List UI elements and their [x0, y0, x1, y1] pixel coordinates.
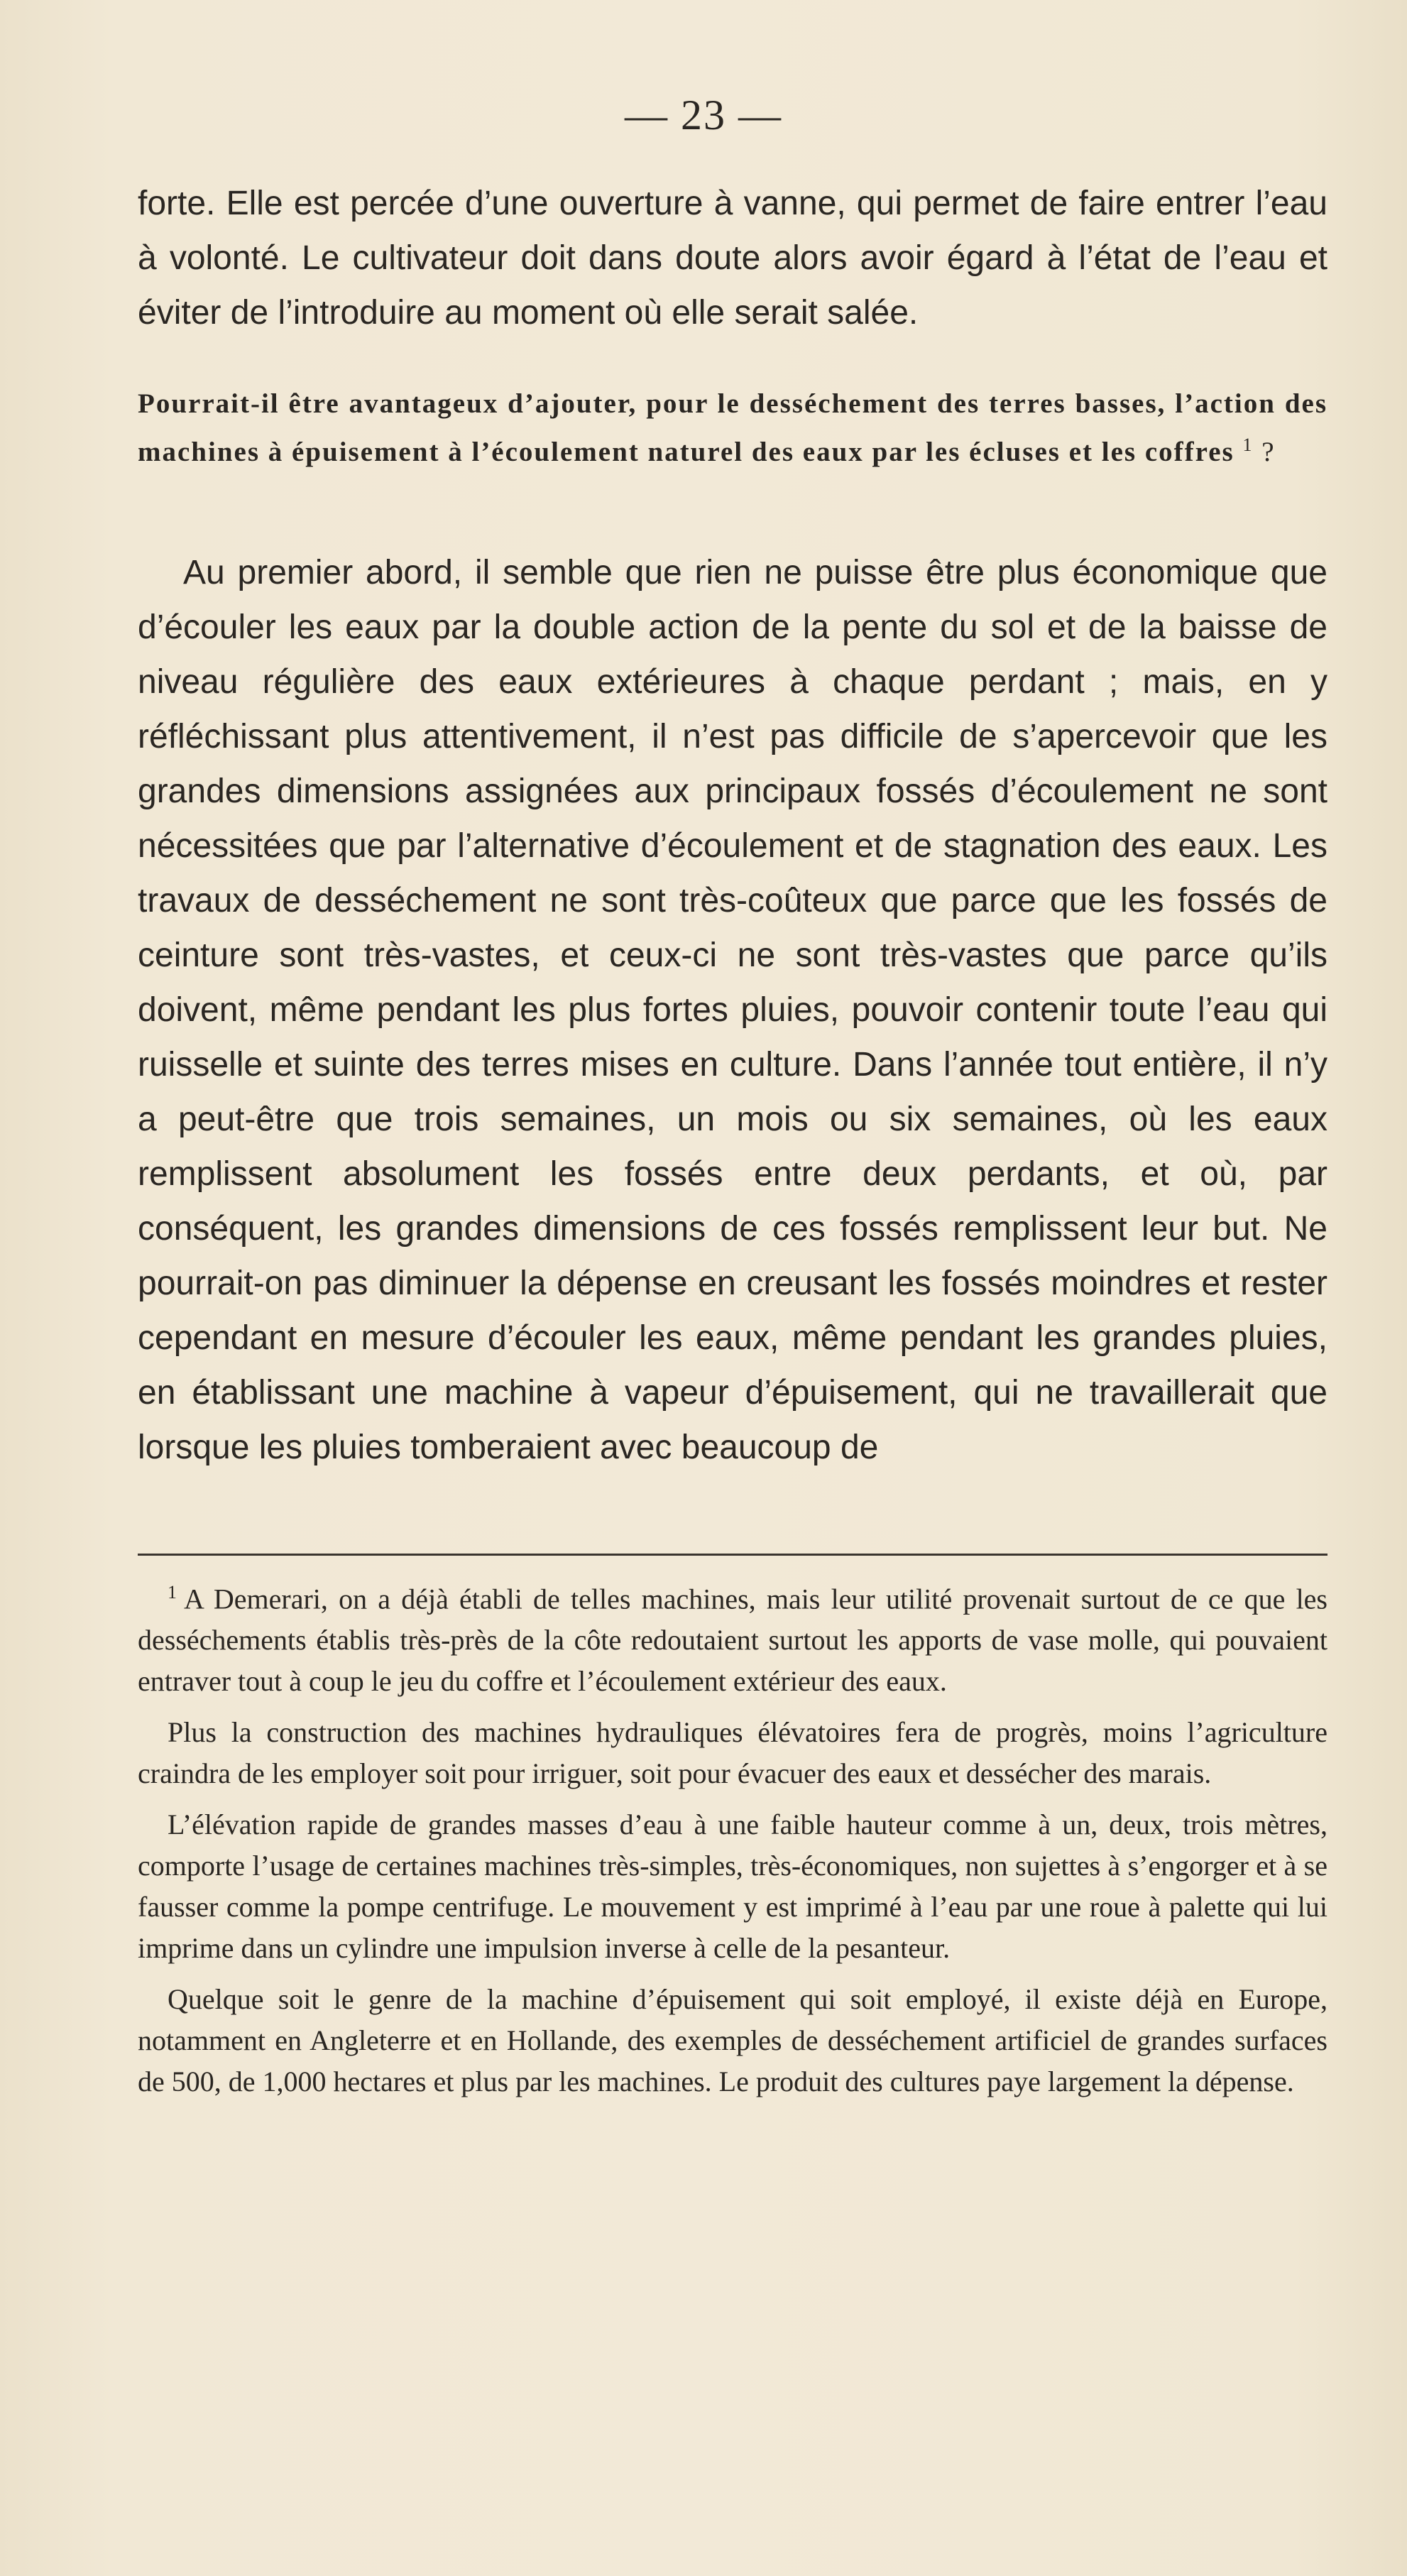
- section-heading: [138, 383, 1327, 473]
- continued-paragraph: forte. Elle est percée d’une ouverture à vanne, qui permet de faire entrer l’eau à volonté. Le cultivateur doit dans doute alors avoir égard à l’état de l’eau et éviter de l’introduire au moment où elle serait salée.: [138, 185, 1327, 332]
- footnote-continuation-2: L’élévation rapide de grandes masses d’eau à une faible hauteur comme à un, deux, trois mètres, comporte l’usage de certaines machines très-simples, très-économiques, non sujettes à s’engorger et à se fausser comme la pompe centrifuge. Le mouvement y est imprimé à l’eau par une roue à palette qui lui imprime dans un cylindre une impulsion inverse à celle de la pesanteur.: [138, 1808, 1327, 1965]
- footnote-1: [138, 1572, 1327, 1702]
- page-number: — 23 —: [625, 92, 782, 138]
- heading-question-mark: ?: [1261, 437, 1276, 467]
- footnote-separator: [138, 1554, 1327, 1556]
- section-heading-text: Pourrait-il être avantageux d’ajouter, pour le desséchement des terres basses, l’action des machines à épuisement à l’écoulement naturel des eaux par les écluses et les coffres: [138, 388, 1327, 467]
- footnotes: [138, 1572, 1327, 2112]
- footnote-1-mark: 1: [168, 1582, 177, 1603]
- footnote-reference: 1: [1242, 435, 1254, 455]
- footnote-1-text: A Demerari, on a déjà établi de telles machines, mais leur utilité provenait surtout de ce que les desséchements établis très-près de la côte redoutaient surtout les apports de vase molle, qui pouvaient entraver tout à coup le jeu du coffre et l’écoulement extérieur des eaux.: [138, 1583, 1327, 1698]
- main-paragraph: Au premier abord, il semble que rien ne puisse être plus économique que d’écouler les eaux par la double action de la pente du sol et de la baisse de niveau régulière des eaux extérieures à chaque perdant ; mais, en y réfléchissant plus attentivement, il n’est pas difficile de s’apercevoir que les grandes dimensions assignées aux principaux fossés d’écoulement ne sont nécessitées que par l’alternative d’écoulement et de stagnation des eaux. Les travaux de desséchement ne sont très-coûteux que parce que les fossés de ceinture sont très-vastes, et ceux-ci ne sont très-vastes que parce qu’ils doivent, même pendant les plus fortes pluies, pouvoir contenir toute l’eau qui ruisselle et suinte des terres mises en culture. Dans l’année tout entière, il n’y a peut-être que trois semaines, un mois ou six semaines, où les eaux remplissent absolument les fossés entre deux perdants, et où, par conséquent, les grandes dimensions de ces fossés remplissent leur but. Ne pourrait-on pas diminuer la dépense en creusant les fossés moindres et rester cependant en mesure d’écouler les eaux, même pendant les grandes pluies, en établissant une machine à vapeur d’épuisement, qui ne travaillerait que lorsque les pluies tomberaient avec beaucoup de: [138, 554, 1327, 1466]
- footnote-continuation-1: Plus la construction des machines hydrauliques élévatoires fera de progrès, moins l’agriculture craindra de les employer soit pour irriguer, soit pour évacuer des eaux et dessécher des marais.: [138, 1716, 1327, 1790]
- footnote-continuation-3: Quelque soit le genre de la machine d’épuisement qui soit employé, il existe déjà en Europe, notamment en Angleterre et en Hollande, des exemples de desséchement artificiel de grandes surfaces de 500, de 1,000 hectares et plus par les machines. Le produit des cultures paye largement la dépense.: [138, 1983, 1327, 2098]
